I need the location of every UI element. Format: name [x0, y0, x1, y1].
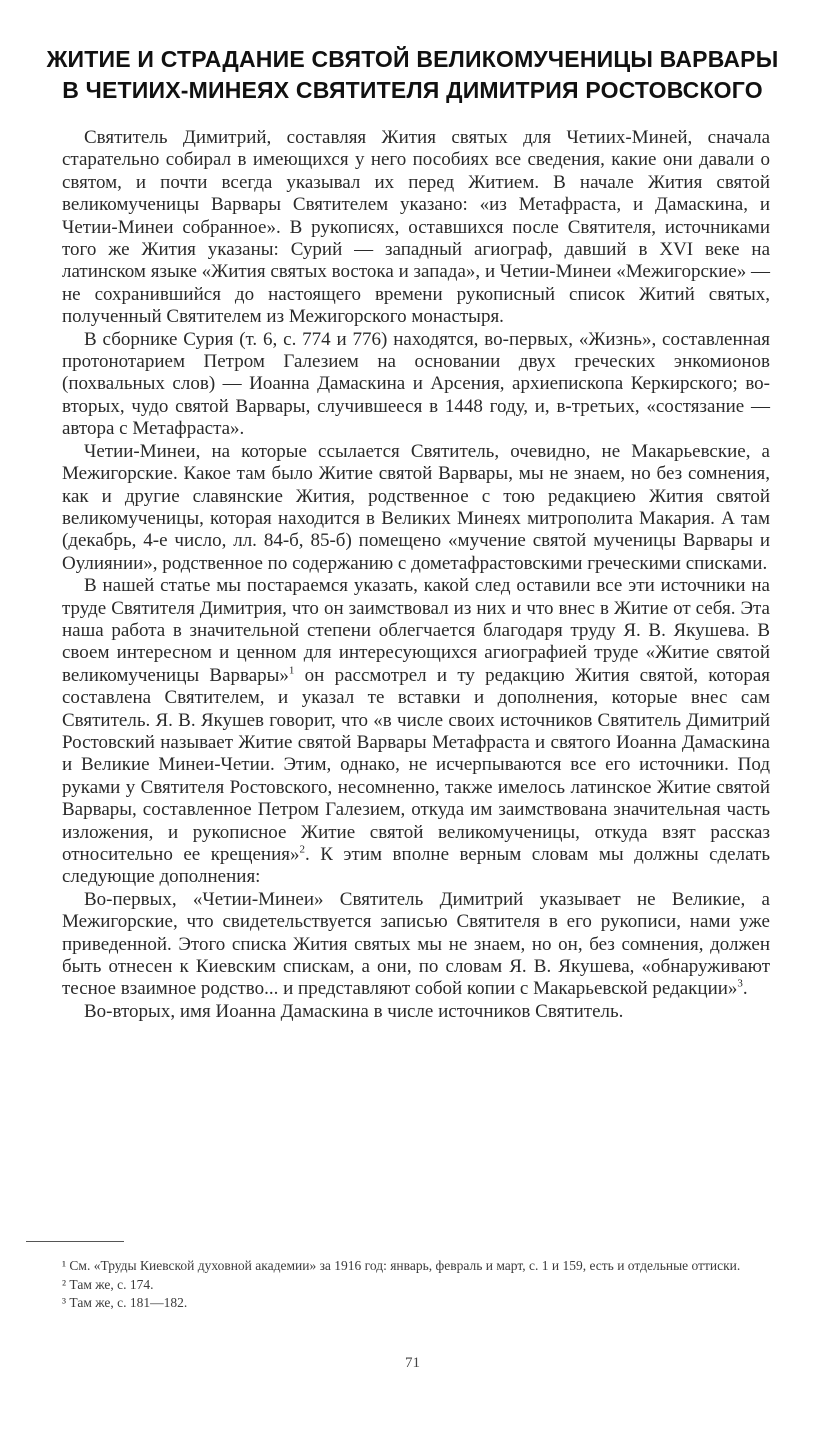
footnote-2: ² Там же, с. 174. — [62, 1276, 154, 1292]
article-body — [62, 127, 770, 1023]
article-title — [20, 44, 805, 106]
paragraph-5 — [62, 889, 770, 1001]
paragraph-5-part-b: . — [742, 978, 748, 1000]
footnote-divider — [26, 1241, 124, 1242]
paragraph-4-part-b: он рассмотрел и ту редакцию Жития святой, которая составлена Святителем, и указал те вставки и дополнения, которые внес сам Святитель. Я. В. Якушев говорит, что «в числе своих источников Святитель Димитрий Ростовский называет Житие святой Варвары Метафраста и святого Иоанна Дамаскина и Великие Минеи-Четии. Этим, однако, не исчерпываются все его источники. Под руками у Святителя Ростовского, несомненно, также имелось латинское Житие святой Варвары, составленное Петром Галезием, откуда им заимствована значительная часть изложения, и рукописное Житие святой великомученицы, откуда взят рассказ относительно ее крещения» — [62, 664, 770, 865]
footnote-ref-1[interactable]: 1 — [288, 664, 295, 677]
page-number: 71 — [405, 1355, 420, 1371]
paragraph-1: Святитель Димитрий, составляя Жития святых для Четиих-Миней, сначала старательно собирал в имеющихся у него пособиях все сведения, какие они давали о святом, и почти всегда указывал их перед Житием. В начале Жития святой великомученицы Варвары Святителем указано: «из Метафраста, и Дамаскина, и Четии-Минеи собранное». В рукописях, оставшихся после Святителя, источниками того же Жития указаны: Сурий — западный агиограф, давший в XVI веке на латинском языке «Жития святых востока и запада», и Четии-Минеи «Межигорские» — не сохранившийся до настоящего времени рукописный список Житий святых, полученный Святителем из Межигорского монастыря. — [62, 127, 770, 328]
paragraph-4-part-a: В нашей статье мы постараемся указать, какой след оставили все эти источники на труде Святителя Димитрия, что он заимствовал из них и что внес в Житие от себя. Эта наша работа в значительной степени облегчается благодаря труду Я. В. Якушева. В своем интересном и ценном для интересующихся агиографией труде «Житие святой великомученицы Варвары» — [62, 575, 770, 686]
paragraph-4 — [62, 575, 770, 889]
paragraph-5-part-a: Во-первых, «Четии-Минеи» Святитель Димитрий указывает не Великие, а Межигорские, что свидетельствуется записью Святителя в его рукописи, нами уже приведенной. Этого списка Жития святых мы не знаем, но он, без сомнения, должен быть отнесен к Киевским спискам, а они, по словам Я. В. Якушева, «обнаруживают тесное взаимное родство... и представляют собой копии с Макарьевской редакции» — [62, 888, 770, 1000]
footnote-ref-2[interactable]: 2 — [299, 843, 305, 856]
footnote-1: ¹ См. «Труды Киевской духовной академии» за 1916 год: январь, февраль и март, с. 1 и 159, есть и отдельные оттиски. — [62, 1258, 741, 1273]
footnotes — [62, 1257, 770, 1313]
paragraph-3: Четии-Минеи, на которые ссылается Святитель, очевидно, не Макарьевские, а Межигорские. Какое там было Житие святой Варвары, мы не знаем, но без сомнения, как и другие славянские Жития, родственное с тою редакциею Жития святой великомученицы, которая находится в Великих Минеях митрополита Макария. А там (декабрь, 4-е число, лл. 84-б, 85-б) помещено «мучение святой мученицы Варвары и Оулиянии», родственное по содержанию с дометафрастовскими греческими списками. — [62, 440, 770, 574]
title-line-2: В ЧЕТИИХ-МИНЕЯХ СВЯТИТЕЛЯ ДИМИТРИЯ РОСТОВСКОГО — [62, 77, 763, 103]
title-line-1: ЖИТИЕ И СТРАДАНИЕ СВЯТОЙ ВЕЛИКОМУЧЕНИЦЫ ВАРВАРЫ — [46, 46, 779, 72]
footnote-3: ³ Там же, с. 181—182. — [62, 1295, 188, 1310]
paragraph-4-part-c: . К этим вполне верным словам мы должны сделать следующие дополнения: — [62, 844, 770, 888]
paragraph-2: В сборнике Сурия (т. 6, с. 774 и 776) находятся, во-первых, «Жизнь», составленная протонотарием Петром Галезием на основании двух греческих энкомионов (похвальных слов) — Иоанна Дамаскина и Арсения, архиепископа Керкирского; во-вторых, чудо святой Варвары, случившееся в 1448 году, и, в-третьих, «состязание — автора с Метафраста». — [62, 328, 770, 440]
paragraph-6: Во-вторых, имя Иоанна Дамаскина в числе источников Святитель. — [84, 1000, 624, 1022]
footnote-ref-3[interactable]: 3 — [737, 978, 743, 991]
